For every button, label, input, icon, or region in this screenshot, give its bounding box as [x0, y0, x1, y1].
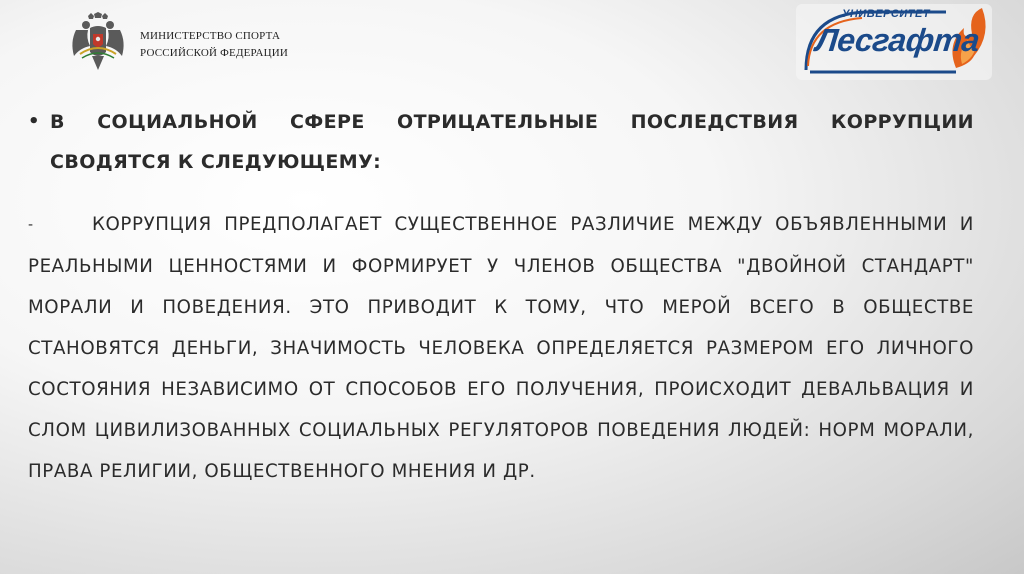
slide-heading [28, 102, 974, 182]
ministry-line-2: РОССИЙСКОЙ ФЕДЕРАЦИИ [140, 47, 289, 59]
dash-marker: - [28, 216, 34, 233]
ministry-line-1: МИНИСТЕРСТВО СПОРТА [140, 30, 281, 42]
ministry-name [140, 28, 288, 62]
slide-content [28, 102, 974, 492]
lesgaft-university-logo [796, 4, 992, 80]
coat-of-arms-icon [70, 12, 126, 74]
logo-university-text: УНИВЕРСИТЕТ [842, 8, 931, 20]
bullet-icon: • [28, 111, 40, 132]
heading-text: В СОЦИАЛЬНОЙ СФЕРЕ ОТРИЦАТЕЛЬНЫЕ ПОСЛЕДСТВИЯ КОРРУПЦИИ СВОДЯТСЯ К СЛЕДУЮЩЕМУ: [50, 111, 974, 173]
logo-lesgaft-text: Лесгафта [814, 22, 981, 58]
paragraph-text: КОРРУПЦИЯ ПРЕДПОЛАГАЕТ СУЩЕСТВЕННОЕ РАЗЛИЧИЕ МЕЖДУ ОБЪЯВЛЕННЫМИ И РЕАЛЬНЫМИ ЦЕННОСТЯМИ И ФОРМИРУЕТ У ЧЛЕНОВ ОБЩЕСТВА "ДВОЙНОЙ СТАНДАРТ" МОРАЛИ И ПОВЕДЕНИЯ. ЭТО ПРИВОДИТ К ТОМУ, ЧТО МЕРОЙ ВСЕГО В ОБЩЕСТВЕ СТАНОВЯТСЯ ДЕНЬГИ, ЗНАЧИМОСТЬ ЧЕЛОВЕКА ОПРЕДЕЛЯЕТСЯ РАЗМЕРОМ ЕГО ЛИЧНОГО СОСТОЯНИЯ НЕЗАВИСИМО ОТ СПОСОБОВ ЕГО ПОЛУЧЕНИЯ, ПРОИСХОДИТ ДЕВАЛЬВАЦИЯ И СЛОМ ЦИВИЛИЗОВАННЫХ СОЦИАЛЬНЫХ РЕГУЛЯТОРОВ ПОВЕДЕНИЯ ЛЮДЕЙ: НОРМ МОРАЛИ, ПРАВА РЕЛИГИИ, ОБЩЕСТВЕННОГО МНЕНИЯ И ДР. [28, 214, 974, 482]
body-paragraph [28, 204, 974, 492]
